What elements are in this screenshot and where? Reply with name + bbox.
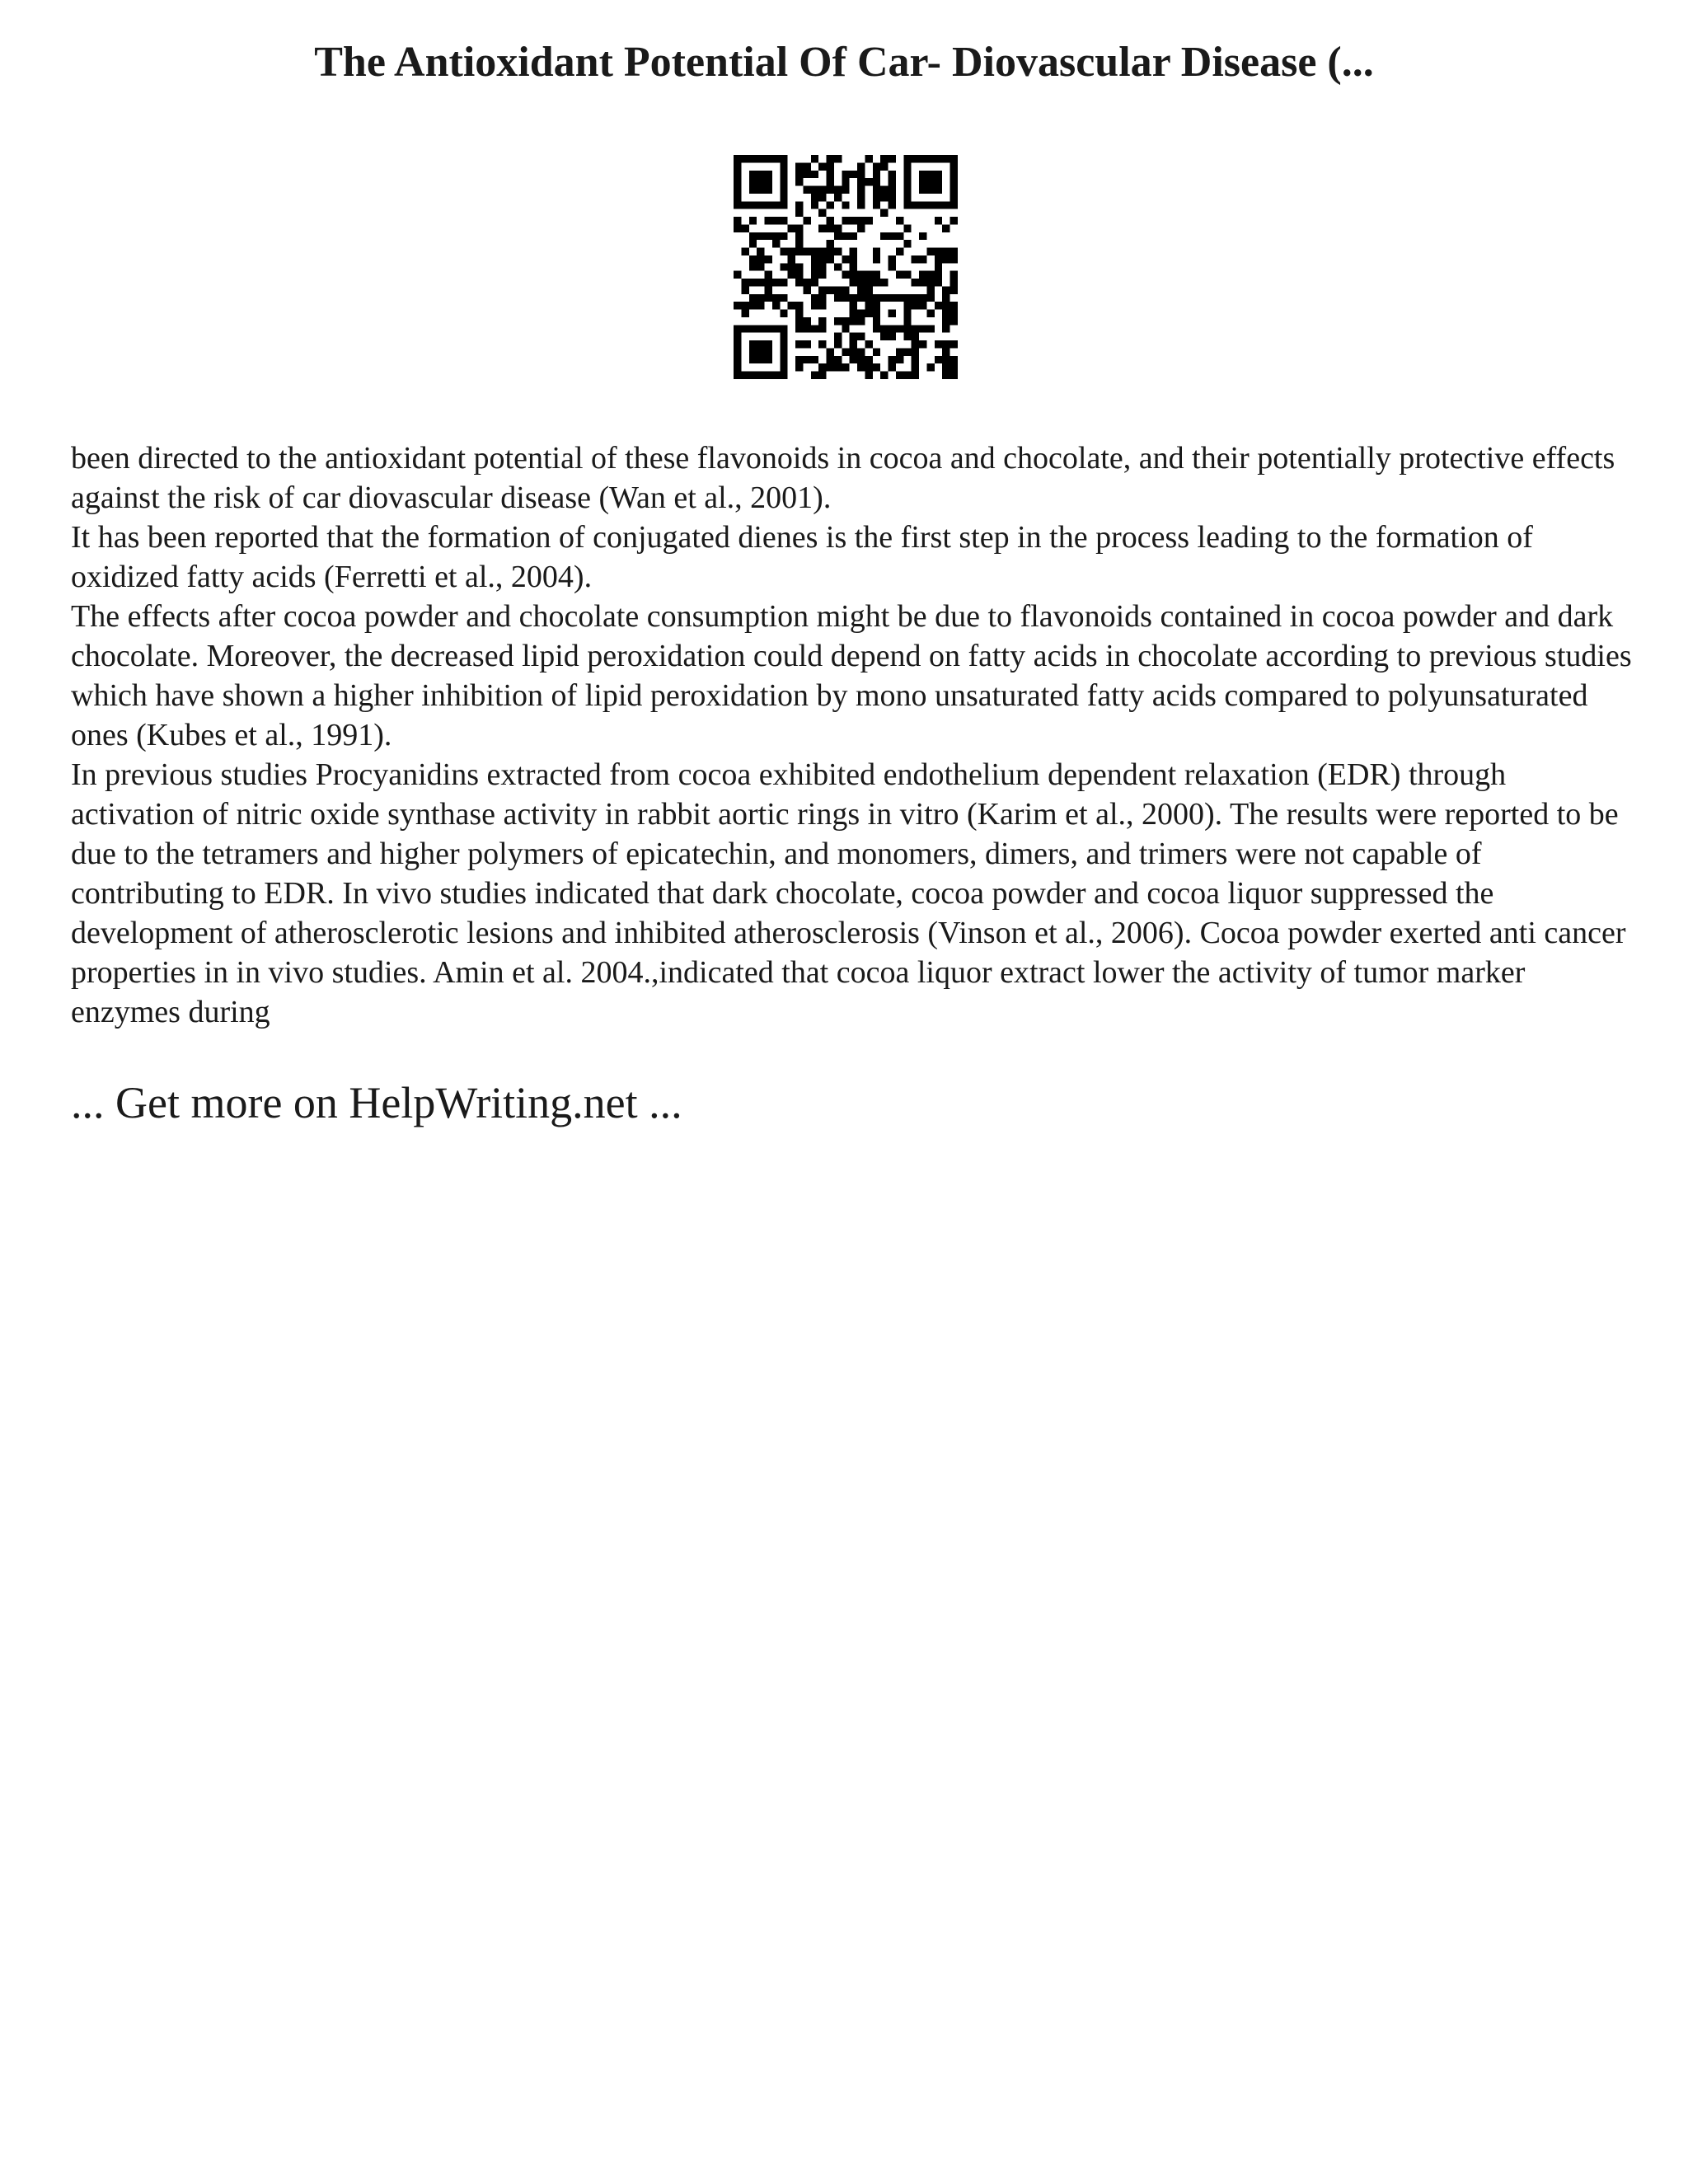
get-more-link[interactable]: ... Get more on HelpWriting.net ... [71, 1078, 682, 1127]
paragraph-2: It has been reported that the formation of conjugated dienes is the first step in the process leading to the formation of oxidized fatty acids (Ferretti et al., 2004). [71, 520, 1533, 594]
article-body [71, 438, 1637, 1032]
page-title: The Antioxidant Potential Of Car- Diovascular Disease (... [314, 39, 1374, 86]
qr-code-icon [734, 155, 958, 379]
paragraph-1: been directed to the antioxidant potential of these flavonoids in cocoa and chocolate, and their potentially protective effects against the risk of car diovascular disease (Wan et al., 2001). [71, 441, 1615, 515]
paragraph-4: In previous studies Procyanidins extracted from cocoa exhibited endothelium dependent relaxation (EDR) through activation of nitric oxide synthase activity in rabbit aortic rings in vitro (Karim et al., 2000). The results were reported to be due to the tetramers and higher polymers of epicatechin, and monomers, dimers, and trimers were not capable of contributing to EDR. In vivo studies indicated that dark chocolate, cocoa powder and cocoa liquor suppressed the development of atherosclerotic lesions and inhibited atherosclerosis (Vinson et al., 2006). Cocoa powder exerted anti cancer properties in in vivo studies. Amin et al. 2004.,indicated that cocoa liquor extract lower the activity of tumor marker enzymes during [71, 757, 1626, 1029]
paragraph-3: The effects after cocoa powder and chocolate consumption might be due to flavonoids contained in cocoa powder and dark chocolate. Moreover, the decreased lipid peroxidation could depend on fatty acids in chocolate according to previous studies which have shown a higher inhibition of lipid peroxidation by mono unsaturated fatty acids compared to polyunsaturated ones (Kubes et al., 1991). [71, 599, 1632, 752]
